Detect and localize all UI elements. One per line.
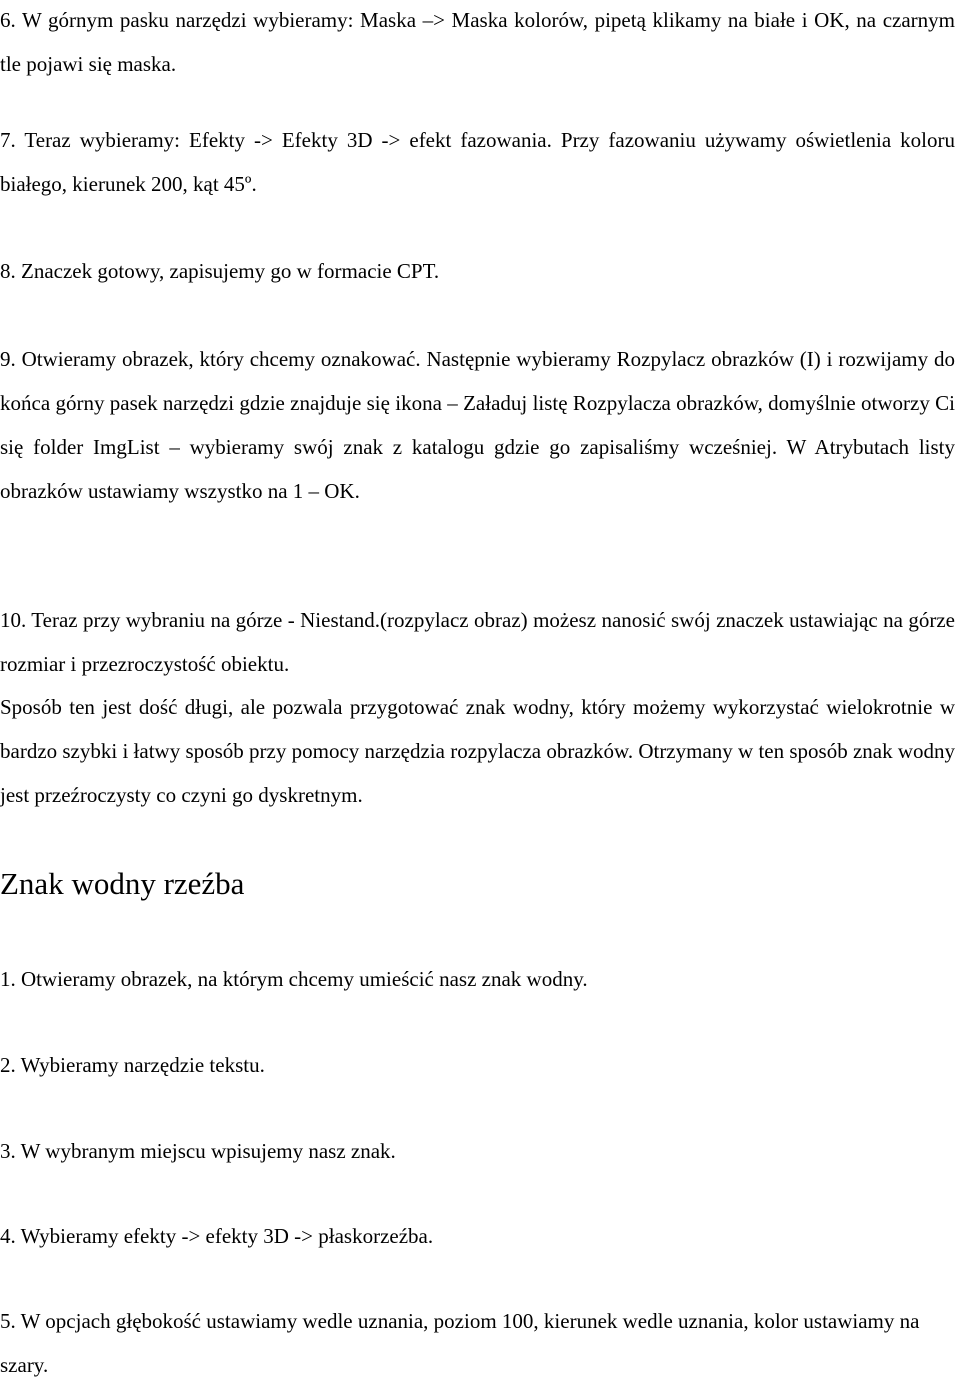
section-heading: Znak wodny rzeźba (0, 866, 245, 901)
summary-paragraph: Sposób ten jest dość długi, ale pozwala przygotować znak wodny, który możemy wykorzystać wielokrotnie w bardzo szybki i łatwy sposób przy pomocy narzędzia rozpylacza obrazków. Otrzymany w ten sposób znak wodny jest przeźroczysty co czyni go dyskretnym. (0, 695, 956, 807)
relief-step-2: 2. Wybieramy narzędzie tekstu. (0, 1053, 265, 1077)
relief-step-5: 5. W opcjach głębokość ustawiamy wedle uznania, poziom 100, kierunek wedle uznania, kolor ustawiamy na szary. (0, 1309, 920, 1377)
relief-step-1: 1. Otwieramy obrazek, na którym chcemy umieścić nasz znak wodny. (0, 967, 588, 991)
step-8-paragraph: 8. Znaczek gotowy, zapisujemy go w formacie CPT. (0, 259, 440, 283)
step-6-paragraph: 6. W górnym pasku narzędzi wybieramy: Maska –> Maska kolorów, pipetą klikamy na białe i OK, na czarnym tle pojawi się maska. (0, 8, 955, 76)
relief-step-3: 3. W wybranym miejscu wpisujemy nasz znak. (0, 1139, 396, 1163)
step-7-paragraph: 7. Teraz wybieramy: Efekty -> Efekty 3D -> efekt fazowania. Przy fazowaniu używamy oświetlenia koloru białego, kierunek 200, kąt 45º. (0, 128, 955, 196)
step-9-paragraph: 9. Otwieramy obrazek, który chcemy oznakować. Następnie wybieramy Rozpylacz obrazków (I) i rozwijamy do końca górny pasek narzędzi gdzie znajduje się ikona – Załaduj listę Rozpylacza obrazków, domyślnie otworzy Ci się folder ImgList – wybieramy swój znak z katalogu gdzie go zapisaliśmy wcześniej. W Atrybutach listy obrazków ustawiamy wszystko na 1 – OK. (0, 347, 955, 503)
relief-step-4: 4. Wybieramy efekty -> efekty 3D -> płaskorzeźba. (0, 1224, 434, 1248)
step-10-paragraph: 10. Teraz przy wybraniu na górze - Niestand.(rozpylacz obraz) możesz nanosić swój znaczek ustawiając na górze rozmiar i przezroczystość obiektu. (0, 608, 955, 676)
